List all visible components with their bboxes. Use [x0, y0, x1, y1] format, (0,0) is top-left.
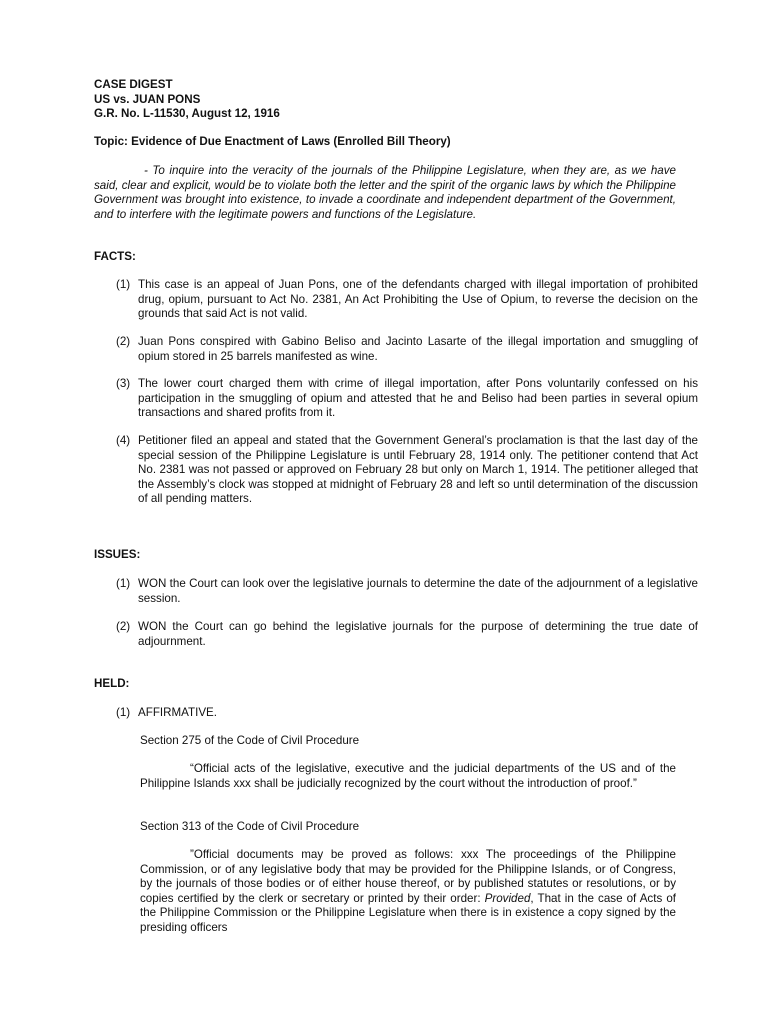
facts-item-text: The lower court charged them with crime of illegal importation, after Pons voluntarily confessed on his participation in the smuggling of opium and attested that he and Beliso had been parties in several opium transactions and shared profits from it. [138, 377, 698, 419]
section-313-quote [140, 848, 676, 935]
opening-quote: - To inquire into the veracity of the journals of the Philippine Legislature, when they are, as we have said, clear and explicit, would be to violate both the letter and the spirit of the organic laws by which the Philippine Government was brought into existence, to invade a coordinate and independent department of the Government, and to interfere with the legitimate powers and functions of the Legislature. [94, 164, 676, 221]
issues-item-number: (2) [116, 620, 131, 633]
section-275-title: Section 275 of the Code of Civil Procedure [140, 734, 360, 747]
issues-item-number: (1) [116, 577, 131, 590]
issues-item-text: WON the Court can go behind the legislative journals for the purpose of determining the true date of adjournment. [138, 620, 698, 648]
section-313-quote-part-2: , That in the case of Acts of the Philippine Commission or the Philippine Legislature when there is in existence a copy signed by the presiding officers [140, 891, 676, 934]
header-line-3: G.R. No. L-11530, August 12, 1916 [94, 107, 280, 120]
header-line-1: CASE DIGEST [94, 78, 173, 91]
facts-heading: FACTS: [94, 250, 136, 263]
held-heading: HELD: [94, 677, 130, 690]
case-header [94, 78, 676, 122]
issues-item-text: WON the Court can look over the legislative journals to determine the date of the adjournment of a legislative session. [138, 577, 698, 605]
issues-heading: ISSUES: [94, 548, 141, 561]
topic-line: Topic: Evidence of Due Enactment of Laws (Enrolled Bill Theory) [94, 135, 451, 148]
facts-item-number: (3) [116, 377, 131, 390]
facts-item-text: Petitioner filed an appeal and stated that the Government General’s proclamation is that the last day of the special session of the Philippine Legislature is until February 28, 1914 only. The petitioner contend that Act No. 2381 was not passed or approved on February 28 but only on March 1, 1914. The petitioner alleged that the Assembly’s clock was stopped at midnight of February 28 and left so until determination of the discussion of all pending matters. [138, 434, 698, 505]
facts-item-number: (4) [116, 434, 131, 447]
facts-item-number: (1) [116, 278, 131, 291]
section-313-title: Section 313 of the Code of Civil Procedure [140, 820, 360, 833]
facts-item-number: (2) [116, 335, 131, 348]
header-line-2: US vs. JUAN PONS [94, 92, 201, 106]
held-item-number: (1) [116, 706, 131, 719]
held-item-text: AFFIRMATIVE. [138, 706, 218, 719]
section-275-quote: “Official acts of the legislative, executive and the judicial departments of the US and of the Philippine Islands xxx shall be judicially recognized by the court without the introduction of proof.” [140, 762, 676, 790]
facts-item-text: This case is an appeal of Juan Pons, one of the defendants charged with illegal importation of prohibited drug, opium, pursuant to Act No. 2381, An Act Prohibiting the Use of Opium, to reverse the decision on the grounds that said Act is not valid. [138, 278, 698, 320]
section-313-quote-part-1: ”Official documents may be proved as follows: xxx The proceedings of the Philippine Commission, or of any legislative body that may be provided for the Philippine Islands, or of Congress, by the journals of those bodies or of either house thereof, or by published statutes or resolutions, or by copies certified by the clerk or secretary or printed by their order: [140, 848, 676, 905]
facts-item-text: Juan Pons conspired with Gabino Beliso and Jacinto Lasarte of the illegal importation and smuggling of opium stored in 25 barrels manifested as wine. [138, 335, 698, 363]
section-313-quote-italic: Provided [484, 891, 531, 905]
